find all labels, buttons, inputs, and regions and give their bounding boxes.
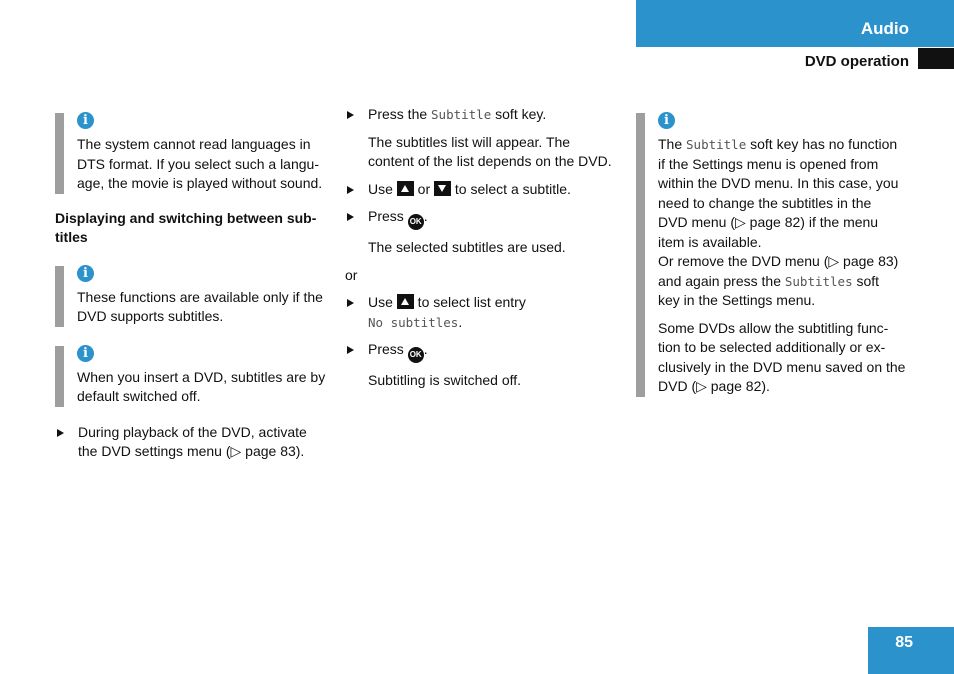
info-box-default <box>55 343 330 407</box>
up-arrow-key-icon <box>397 294 414 309</box>
info-box-availability <box>55 263 330 327</box>
page-number-text: 85 <box>895 634 913 651</box>
text: to select list entry <box>413 294 526 310</box>
info-text <box>77 135 330 194</box>
triangle-right-icon <box>347 346 354 354</box>
step-result: The selected subtitles are used. <box>368 239 566 255</box>
text-line: default switched off. <box>77 388 201 404</box>
ok-button-icon: OK <box>408 214 424 230</box>
text-line: item is available. <box>658 233 762 250</box>
step-result <box>345 133 625 172</box>
page-number <box>868 627 954 674</box>
text-line: The Subtitle soft key has no function <box>658 136 898 152</box>
info-bar <box>636 113 645 397</box>
column-left <box>55 110 330 462</box>
text: Use <box>368 180 397 197</box>
text-line: key in the Settings menu. <box>658 292 816 308</box>
or-separator: or <box>345 266 358 283</box>
text-line: DVD supports subtitles. <box>77 308 224 324</box>
softkey-label: Subtitle <box>431 107 492 122</box>
text-line: These functions are available only if the <box>77 288 323 305</box>
text-line: The subtitles list will appear. The <box>368 133 571 150</box>
text-line: During playback of the DVD, activate <box>78 423 307 440</box>
step-press-ok-2 <box>345 340 625 363</box>
text-line: Some DVDs allow the subtitling func- <box>658 319 889 336</box>
text-line: When you insert a DVD, subtitles are by <box>77 368 326 385</box>
triangle-right-icon <box>57 429 64 437</box>
info-box-dts <box>55 110 330 194</box>
step-result: Subtitling is switched off. <box>368 372 522 388</box>
list-entry-label: No subtitles <box>368 314 459 330</box>
text: to select a subtitle. <box>451 180 571 197</box>
text: Press <box>368 208 408 224</box>
info-text <box>77 288 330 327</box>
down-arrow-key-icon <box>434 181 451 196</box>
text-line: clusively in the DVD menu saved on the <box>658 358 906 375</box>
section-heading <box>55 209 330 248</box>
step-press-subtitle <box>345 105 625 125</box>
info-icon: i <box>77 265 94 282</box>
text-line: and again press the Subtitles soft <box>658 272 880 289</box>
triangle-right-icon <box>347 186 354 194</box>
text-line: age, the movie is played without sound. <box>77 175 323 191</box>
step-activate-settings <box>55 423 330 462</box>
info-text <box>77 368 330 407</box>
column-middle <box>345 105 625 391</box>
triangle-right-icon <box>347 213 354 221</box>
text-line: The system cannot read languages in <box>77 136 311 152</box>
info-icon: i <box>77 345 94 362</box>
info-icon: i <box>658 112 675 129</box>
triangle-right-icon <box>347 299 354 307</box>
text-line: DVD menu (▷ page 82) if the menu <box>658 214 879 230</box>
info-bar <box>55 266 64 327</box>
text-line: DVD (▷ page 82). <box>658 378 770 394</box>
text-line: DTS format. If you select such a langu- <box>77 155 319 172</box>
text-line: within the DVD menu. In this case, you <box>658 175 899 191</box>
column-right <box>636 110 911 397</box>
text: soft key. <box>491 106 547 122</box>
thumb-tab-marker <box>918 48 954 69</box>
text: . <box>458 313 463 330</box>
text: . <box>423 208 428 224</box>
info-icon: i <box>77 112 94 129</box>
triangle-right-icon <box>347 111 354 119</box>
text: Use <box>368 294 397 310</box>
info-bar <box>55 113 64 194</box>
text-line: tion to be selected additionally or ex- <box>658 339 886 355</box>
text: or <box>413 180 435 197</box>
heading-line: titles <box>55 229 88 245</box>
text-line: content of the list depends on the DVD. <box>368 153 612 169</box>
text-line: need to change the subtitles in the <box>658 194 872 211</box>
step-select-no-subtitles <box>345 293 625 332</box>
softkey-label: Subtitles <box>784 273 853 289</box>
section-title: Audio <box>860 19 909 38</box>
text-line: the DVD settings menu (▷ page 83). <box>78 443 305 459</box>
text: Press the <box>368 106 432 122</box>
softkey-label: Subtitle <box>686 137 747 152</box>
section-tab <box>636 0 954 47</box>
heading-line: Displaying and switching between sub- <box>55 209 317 226</box>
text-line: Or remove the DVD menu (▷ page 83) <box>658 253 899 269</box>
up-arrow-key-icon <box>397 181 414 196</box>
text: Press <box>368 341 408 357</box>
info-text <box>658 135 911 397</box>
info-bar <box>55 346 64 407</box>
subsection-title: DVD operation <box>804 53 909 70</box>
info-box-subtitle-key <box>636 110 911 397</box>
step-select-subtitle <box>345 180 625 200</box>
text-line: if the Settings menu is opened from <box>658 155 879 172</box>
text: . <box>423 341 428 357</box>
ok-button-icon: OK <box>408 347 424 363</box>
step-press-ok <box>345 207 625 230</box>
